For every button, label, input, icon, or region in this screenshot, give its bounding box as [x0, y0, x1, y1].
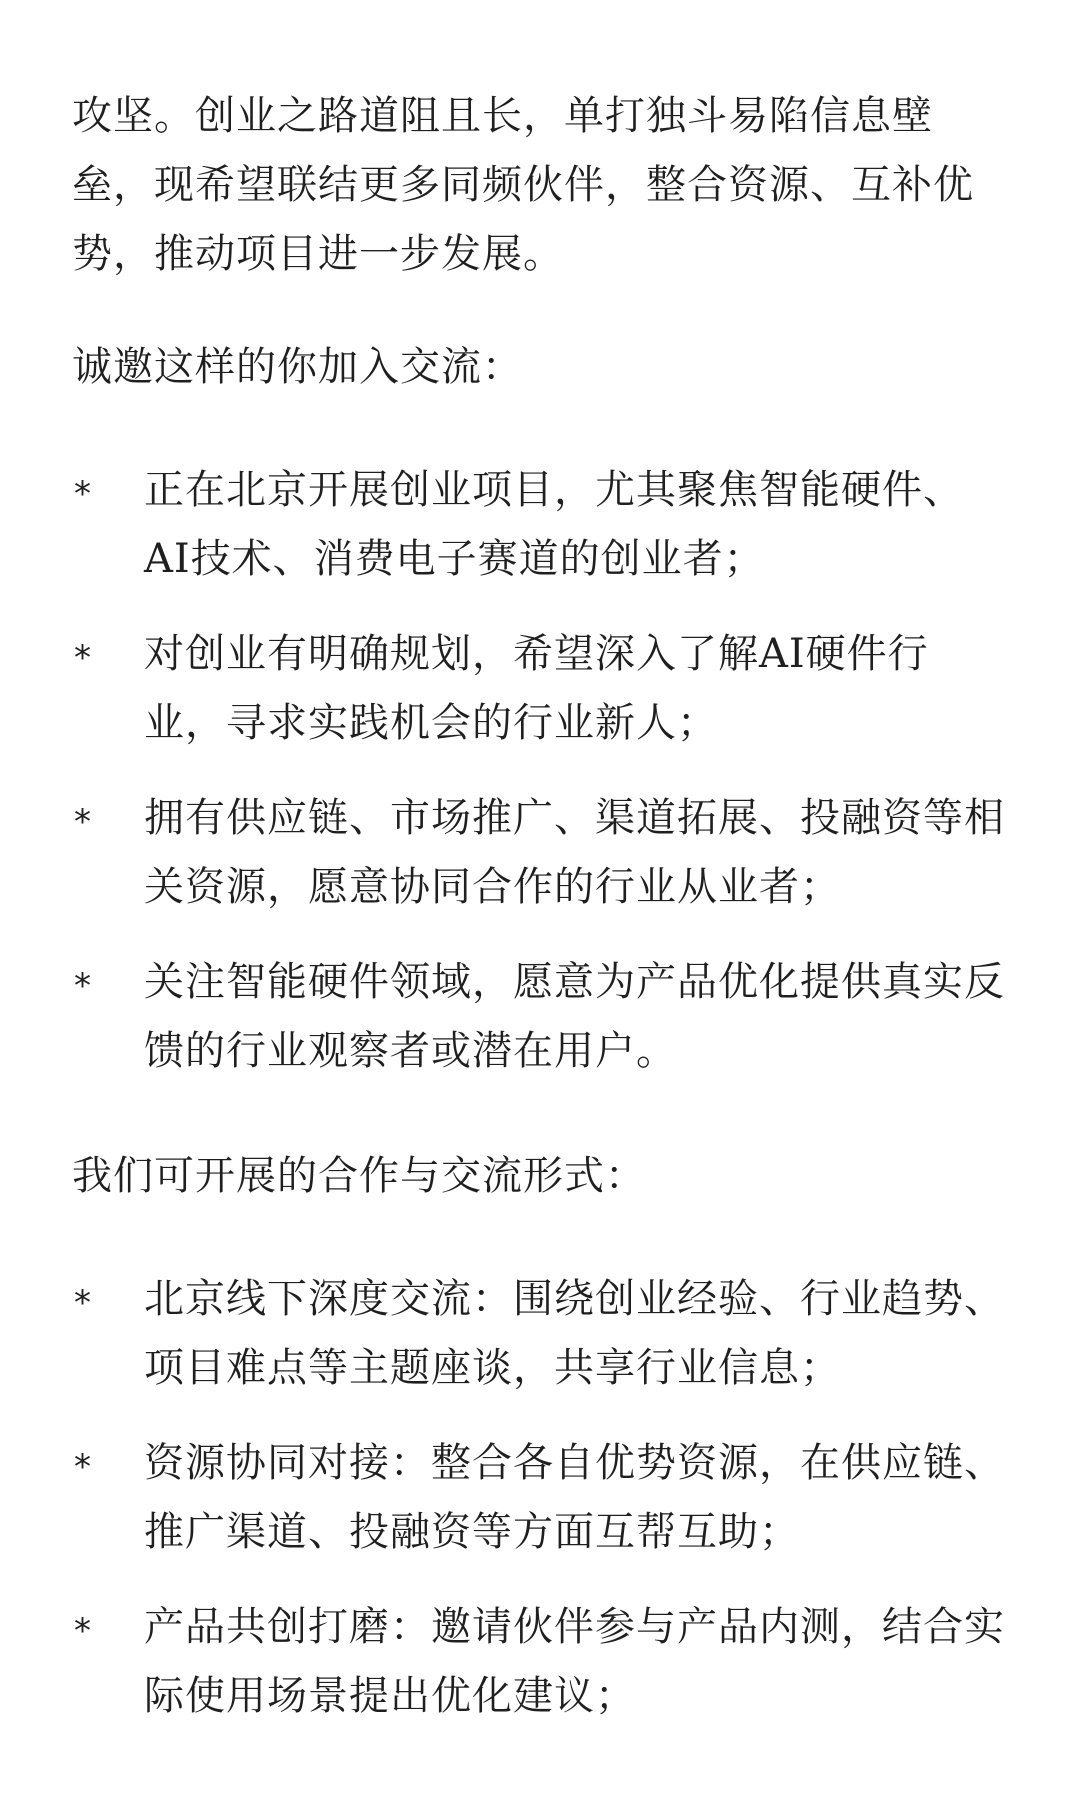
bullet-marker: * [74, 1447, 92, 1487]
bullet-marker: * [74, 802, 92, 842]
list-item [72, 456, 1008, 594]
list-item [72, 1265, 1008, 1403]
list-item [72, 1593, 1008, 1731]
intro-paragraph: 攻坚。创业之路道阻且长，单打独斗易陷信息壁垒，现希望联结更多同频伙伴，整合资源、互补优势，推动项目进一步发展。 [72, 93, 974, 277]
bullet-marker: * [74, 1611, 92, 1651]
forms-heading: 我们可开展的合作与交流形式： [72, 1153, 646, 1199]
list-item-text: 产品共创打磨：邀请伙伴参与产品内测，结合实际使用场景提出优化建议； [144, 1604, 1005, 1719]
list-item [72, 620, 1008, 758]
bullet-marker: * [74, 966, 92, 1006]
list-item [72, 784, 1008, 922]
list-item-text: 资源协同对接：整合各自优势资源，在供应链、推广渠道、投融资等方面互帮互助； [144, 1440, 1005, 1555]
list-item-text: 北京线下深度交流：围绕创业经验、行业趋势、项目难点等主题座谈，共享行业信息； [144, 1276, 1005, 1391]
bullet-marker: * [74, 638, 92, 678]
list-item [72, 1429, 1008, 1567]
bullet-marker: * [74, 474, 92, 514]
bullet-marker: * [74, 1283, 92, 1323]
audience-heading: 诚邀这样的你加入交流： [72, 344, 523, 390]
list-item [72, 948, 1008, 1086]
list-item-text: 拥有供应链、市场推广、渠道拓展、投融资等相关资源，愿意协同合作的行业从业者； [144, 795, 1005, 910]
list-item-text: 关注智能硬件领域，愿意为产品优化提供真实反馈的行业观察者或潜在用户。 [144, 959, 1005, 1074]
audience-list [72, 456, 1008, 1086]
list-item-text: 正在北京开展创业项目，尤其聚焦智能硬件、AI技术、消费电子赛道的创业者； [144, 467, 964, 582]
list-item-text: 对创业有明确规划，希望深入了解AI硬件行业，寻求实践机会的行业新人； [144, 631, 929, 746]
forms-list [72, 1265, 1008, 1731]
article-body [72, 82, 1008, 1787]
